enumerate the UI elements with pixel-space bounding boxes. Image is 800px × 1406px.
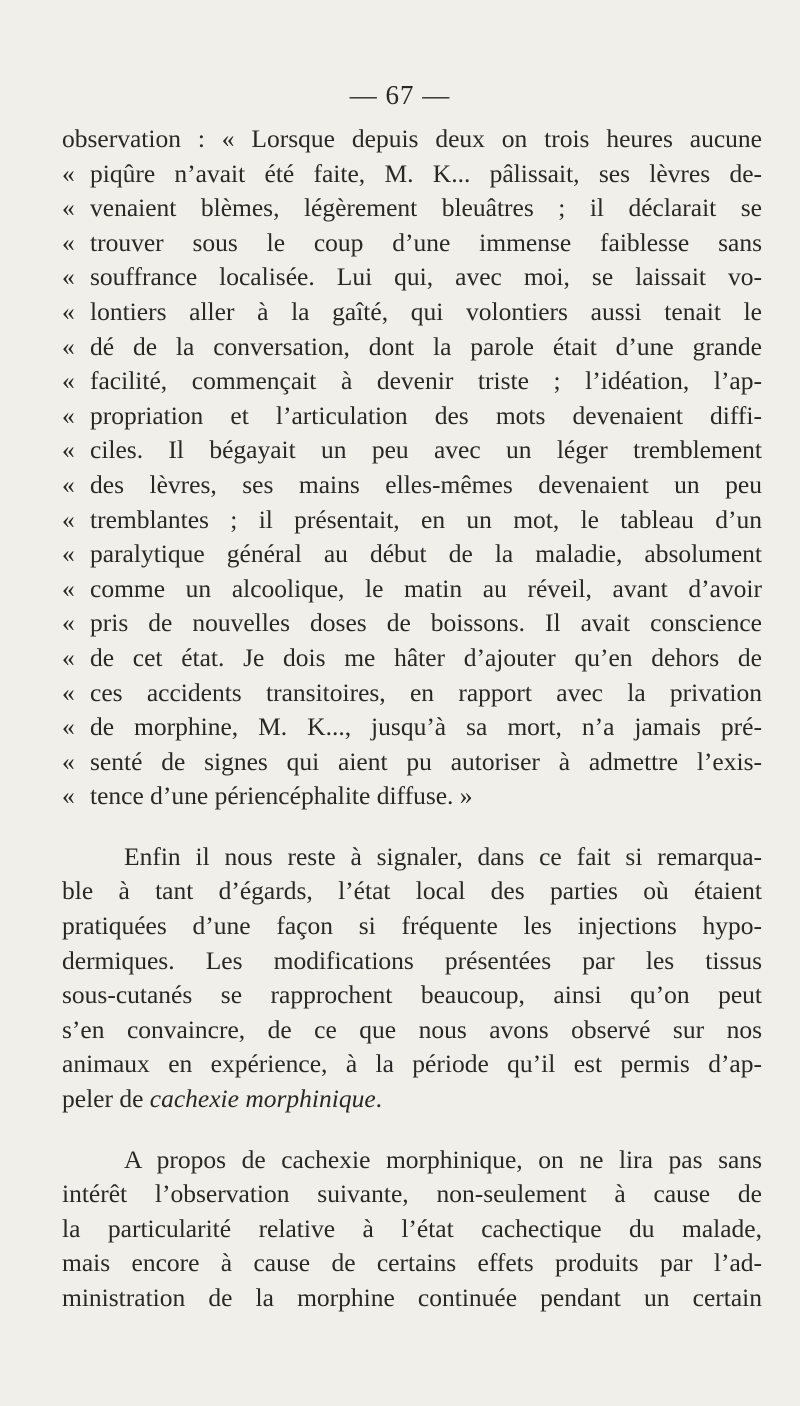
quoted-line [62, 468, 762, 503]
quoted-line [62, 399, 762, 434]
text-line: pris de nouvelles doses de boissons. Il avait conscience [90, 608, 762, 638]
text-line: tremblantes ; il présentait, en un mot, le tableau d’un [90, 504, 762, 534]
quoted-line [62, 191, 762, 226]
quote-mark: « [62, 608, 75, 638]
text-line [62, 1082, 762, 1117]
text-line: senté de signes qui aient pu autoriser à admettre l’exis- [90, 746, 762, 776]
quote-mark: « [62, 400, 75, 430]
quoted-line [62, 503, 762, 538]
quote-mark: « [62, 677, 75, 707]
text-line: de cet état. Je dois me hâter d’ajouter qu’en dehors de [90, 642, 762, 672]
text-line [62, 1143, 762, 1178]
quoted-line [62, 641, 762, 676]
body-paragraph [62, 1143, 762, 1316]
text-line: observation : « Lorsque depuis deux on trois heures aucune [62, 124, 762, 153]
quote-mark: « [62, 366, 75, 396]
text-line: piqûre n’avait été faite, M. K... pâlissait, ses lèvres de- [90, 158, 762, 188]
quote-mark: « [62, 642, 75, 672]
quote-mark: « [62, 746, 75, 776]
text-line: trouver sous le coup d’une immense faiblesse sans [90, 227, 762, 257]
page-number: — 67 — [349, 80, 451, 110]
terminal-punctuation: . [375, 1084, 383, 1114]
quoted-line [62, 572, 762, 607]
quote-mark: « [62, 781, 75, 811]
quoted-line [62, 433, 762, 468]
quoted-line [62, 226, 762, 261]
text-line: ciles. Il bégayait un peu avec un léger tremblement [90, 435, 762, 465]
text-line: des lèvres, ses mains elles-mêmes devenaient un peu [90, 469, 762, 499]
quoted-line [62, 364, 762, 399]
text-line: propriation et l’articulation des mots devenaient diffi- [90, 400, 762, 430]
quote-mark: « [62, 331, 75, 361]
quote-mark: « [62, 193, 75, 223]
quoted-line [62, 260, 762, 295]
quote-mark: « [62, 504, 75, 534]
quote-mark: « [62, 539, 75, 569]
text-line: venaient blèmes, légèrement bleuâtres ; il déclarait se [90, 193, 762, 223]
text-line: mais encore à cause de certains effets produits par l’ad- [62, 1248, 762, 1278]
body-paragraph [62, 840, 762, 1117]
quote-mark: « [62, 712, 75, 742]
text-line: intérêt l’observation suivante, non-seulement à cause de [62, 1179, 762, 1209]
quoted-line [62, 745, 762, 780]
quote-mark: « [62, 573, 75, 603]
text-line: la particularité relative à l’état cachectique du malade, [62, 1213, 762, 1243]
text-line: souffrance localisée. Lui qui, avec moi, se laissait vo- [90, 262, 762, 292]
text-line: ces accidents transitoires, en rapport avec la privation [90, 677, 762, 707]
quote-mark: « [62, 262, 75, 292]
text-line: facilité, commençait à devenir triste ; l’idéation, l’ap- [90, 366, 762, 396]
quote-mark: « [62, 435, 75, 465]
quoted-line [62, 157, 762, 192]
text-line: pratiquées d’une façon si fréquente les injections hypo- [62, 911, 762, 941]
text-line: lontiers aller à la gaîté, qui volontiers aussi tenait le [90, 296, 762, 326]
quoted-line [62, 710, 762, 745]
text-line: s’en convaincre, de ce que nous avons observé sur nos [62, 1014, 762, 1044]
text-line: ble à tant d’égards, l’état local des parties où étaient [62, 876, 762, 906]
text-span: peler de [62, 1084, 144, 1114]
text-line: de morphine, M. K..., jusqu’à sa mort, n’a jamais pré- [90, 712, 762, 742]
text-line: sous-cutanés se rapprochent beaucoup, ainsi qu’on peut [62, 980, 762, 1010]
quoted-line [62, 779, 762, 814]
text-span: A propos de cachexie morphinique, on ne lira pas sans [124, 1144, 762, 1174]
page-body [62, 122, 762, 1316]
quote-mark: « [62, 296, 75, 326]
quotation-paragraph [62, 122, 762, 814]
text-line: animaux en expérience, à la période qu’il est permis d’ap- [62, 1049, 762, 1079]
text-line [62, 840, 762, 875]
quote-mark: « [62, 158, 75, 188]
quoted-line [62, 330, 762, 365]
text-line: ministration de la morphine continuée pendant un certain [62, 1283, 762, 1312]
text-line: dermiques. Les modifications présentées par les tissus [62, 945, 762, 975]
quote-mark: « [62, 469, 75, 499]
text-span: Enfin il nous reste à signaler, dans ce fait si remarqua- [124, 841, 762, 871]
quoted-line [62, 537, 762, 572]
quote-mark: « [62, 227, 75, 257]
italic-term: cachexie morphinique [149, 1084, 376, 1114]
text-line: comme un alcoolique, le matin au réveil, avant d’avoir [90, 573, 762, 603]
quoted-line [62, 606, 762, 641]
text-line: paralytique général au début de la maladie, absolument [90, 539, 762, 569]
quoted-line [62, 676, 762, 711]
quoted-line [62, 295, 762, 330]
text-line: dé de la conversation, dont la parole était d’une grande [90, 331, 762, 361]
text-line: tence d’une périencéphalite diffuse. » [90, 781, 473, 811]
